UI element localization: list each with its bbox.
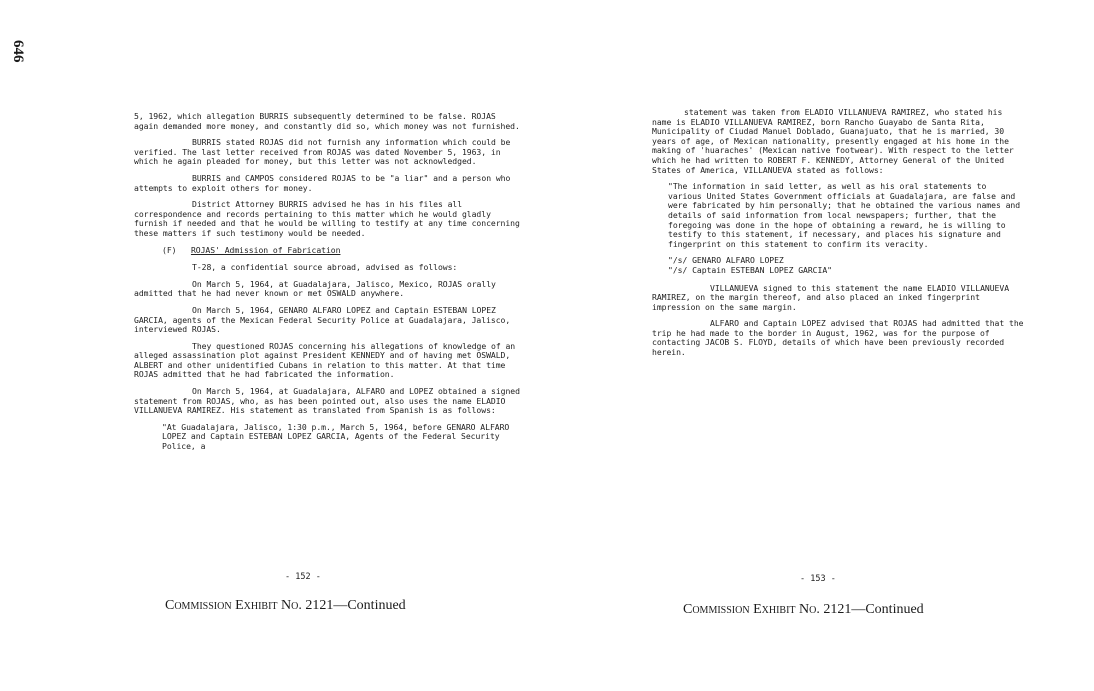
signature-line-1: "/s/ GENARO ALFARO LOPEZ (668, 255, 784, 266)
section-heading-text: ROJAS' Admission of Fabrication (190, 244, 341, 255)
left-paragraph-6: On March 5, 1964, at Guadalajara, Jalisco, Mexico, ROJAS orally admitted that he had never known or met OSWALD anywhere. (134, 278, 496, 299)
left-paragraph-2: BURRIS stated ROJAS did not furnish any information which could be verified. The last letter received from ROJAS was dated November 5, 1963, in which he again pleaded for money, but this letter was not acknowledged. (134, 137, 511, 167)
left-page-text (134, 112, 520, 459)
left-quote: "At Guadalajara, Jalisco, 1:30 p.m., March 5, 1964, before GENARO ALFARO LOPEZ and Captain ESTEBAN LOPEZ GARCIA, Agents of the Federal Security Police, a (162, 421, 510, 452)
right-caption-number: 2121—Continued (823, 602, 924, 617)
right-page-text (652, 108, 1024, 365)
left-paragraph-9: On March 5, 1964, at Guadalajara, ALFARO and LOPEZ obtained a signed statement from ROJAS, who, as has been pointed out, also uses the name ELADIO VILLANUEVA RAMIREZ. His statement as translated from Spanish is as follows: (134, 386, 520, 416)
page-number: 646 (10, 40, 26, 63)
left-paragraph-1: 5, 1962, which allegation BURRIS subsequently determined to be false. ROJAS again demanded more money, and constantly did so, which money was not furnished. (134, 111, 520, 131)
right-paragraph-4: ALFARO and Captain LOPEZ advised that ROJAS had admitted that the trip he had made to the border in August, 1962, was for the purpose of contacting JACOB S. FLOYD, details of which have been previously recorded herein. (652, 318, 1024, 358)
left-caption (165, 598, 406, 614)
left-caption-prefix: Commission Exhibit No. (165, 598, 302, 613)
left-caption-number: 2121—Continued (305, 598, 406, 613)
right-caption-prefix: Commission Exhibit No. (683, 602, 820, 617)
signature-block (652, 256, 1024, 275)
left-paragraph-3: BURRIS and CAMPOS considered ROJAS to be "a liar" and a person who attempts to exploit others for money. (134, 172, 511, 193)
left-folio: - 152 - (285, 572, 321, 582)
section-heading (134, 246, 520, 256)
left-paragraph-8: They questioned ROJAS concerning his allegations of knowledge of an alleged assassination plot against President KENNEDY and of having met OSWALD, ALBERT and other unidentified Cubans in relation to this matter. At that time ROJAS admitted that he had fabricated the information. (134, 340, 516, 380)
left-paragraph-5: T-28, a confidential source abroad, advised as follows: (192, 262, 458, 273)
right-paragraph-1: statement was taken from ELADIO VILLANUEVA RAMIREZ, who stated his name is ELADIO VILLANUEVA RAMIREZ, born Rancho Guayabo de Santa Rita, Municipality of Ciudad Manuel Doblado, Guanajuato, that he is married, 30 years of age, of Mexican nationality, presently engaged at his home in the making of 'huaraches' (Mexican native footwear). With respect to the letter which he had written to ROBERT F. KENNEDY, Attorney General of the United States of America, VILLANUEVA stated as follows: (652, 107, 1014, 175)
section-heading-label: (F) (162, 244, 177, 255)
right-paragraph-2: "The information in said letter, as well as his oral statements to various United States Government officials at Guadalajara, are false and were fabricated by him personally; that he obtained the various names and details of said information from local newspapers; further, that the foregoing was done in the hope of obtaining a reward, he is willing to testify to this statement, if necessary, and places his signature and fingerprint on this statement to confirm its veracity. (668, 181, 1021, 249)
left-paragraph-4: District Attorney BURRIS advised he has in his files all correspondence and records pertaining to this matter which he would gladly furnish if needed and that he would be willing to testify at any time concerning these matters if such testimony would be needed. (134, 199, 520, 238)
signature-line-2: "/s/ Captain ESTEBAN LOPEZ GARCIA" (668, 264, 832, 275)
right-caption (683, 602, 924, 618)
right-folio: - 153 - (800, 574, 836, 584)
right-paragraph-3: VILLANUEVA signed to this statement the name ELADIO VILLANUEVA RAMIREZ, on the margin thereof, and also placed an inked fingerprint impression on the same margin. (652, 282, 1010, 312)
left-paragraph-7: On March 5, 1964, GENARO ALFARO LOPEZ and Captain ESTEBAN LOPEZ GARCIA, agents of the Mexican Federal Security Police at Guadalajara, Jalisco, interviewed ROJAS. (134, 304, 511, 335)
